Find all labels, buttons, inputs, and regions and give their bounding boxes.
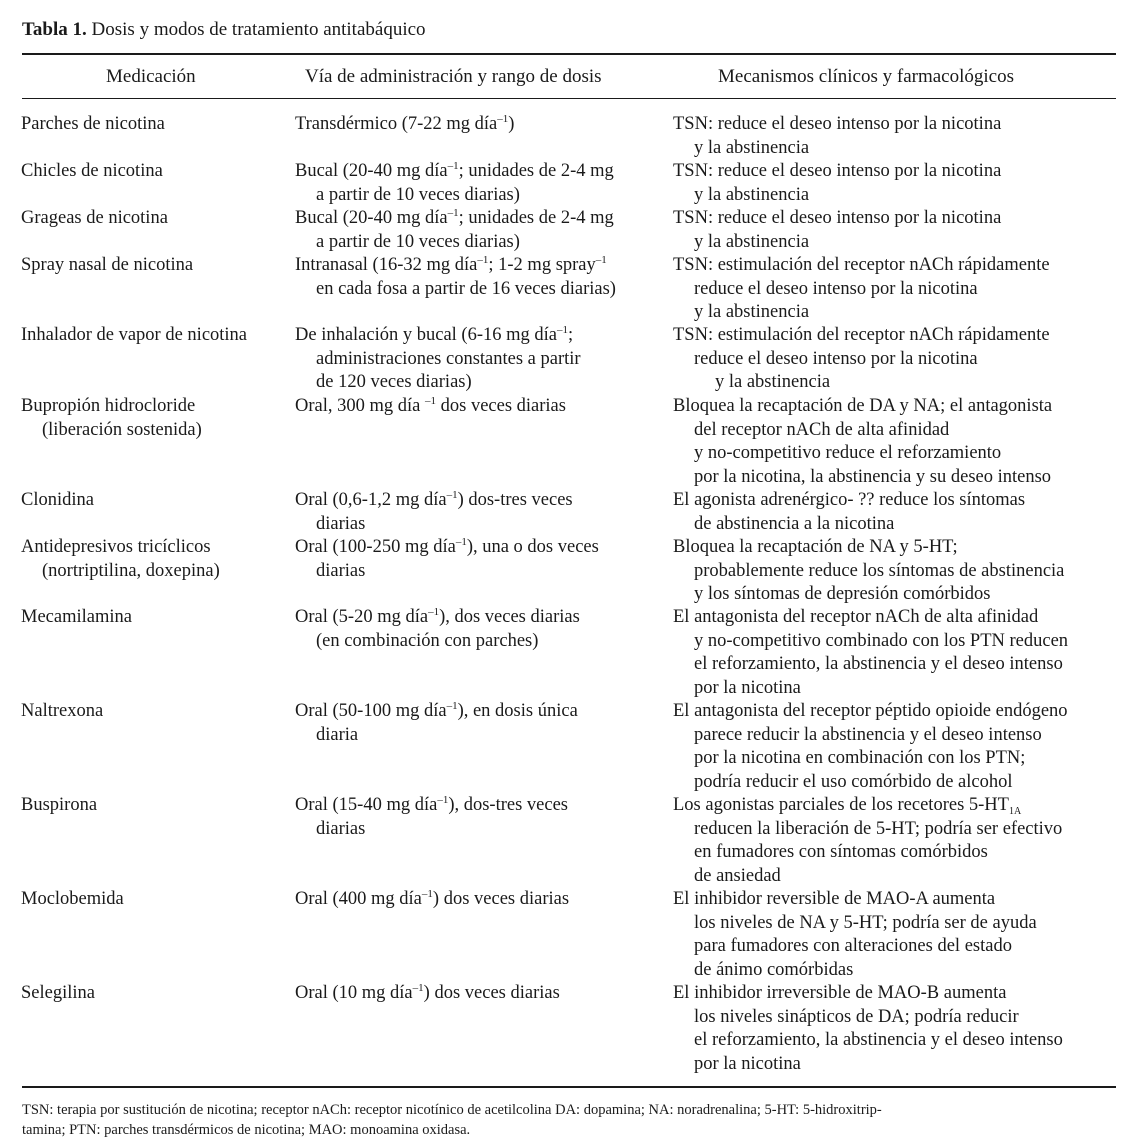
medication-cell-line: Moclobemida (21, 889, 124, 909)
caption-text: Dosis y modos de tratamiento antitabáquico (86, 19, 426, 40)
mechanism-cell-line: los niveles de NA y 5-HT; podría ser de ayuda (694, 912, 1037, 933)
mechanism-cell-line: El inhibidor irreversible de MAO-B aumenta (673, 983, 1007, 1003)
caption-label: Tabla 1. (22, 19, 87, 40)
medication-cell (21, 113, 165, 137)
medication-cell (21, 489, 94, 513)
dose-cell (295, 489, 573, 536)
dose-cell-line: Oral, 300 mg día $^{-1}$ dos veces diarias (295, 395, 566, 416)
dose-cell (295, 113, 514, 137)
medication-cell-line: Spray nasal de nicotina (21, 255, 194, 275)
mechanism-cell (673, 794, 1062, 888)
dose-cell (295, 888, 569, 912)
mechanism-cell (673, 207, 1001, 254)
medication-cell-line: Chicles de nicotina (21, 161, 163, 181)
mechanism-cell-line: el reforzamiento, la abstinencia y el deseo intenso (694, 654, 1063, 674)
dose-cell-line: Oral (400 mg día$^{-1}$) dos veces diarias (295, 888, 570, 909)
mechanism-cell (673, 489, 1025, 536)
mechanism-cell (673, 324, 1050, 395)
mechanism-cell-line: Bloquea la recaptación de DA y NA; el antagonista (673, 396, 1053, 416)
mechanism-cell-line: parece reducir la abstinencia y el deseo intenso (694, 724, 1042, 745)
mechanism-cell-line: los niveles sinápticos de DA; podría reducir (694, 1006, 1019, 1027)
medication-cell-line: Parches de nicotina (21, 114, 165, 134)
medication-cell (21, 324, 247, 348)
mechanism-cell-line: El antagonista del receptor nACh de alta afinidad (673, 607, 1039, 627)
footnote (22, 1100, 1118, 1140)
mechanism-cell-line: en fumadores con síntomas comórbidos (694, 842, 988, 862)
medication-cell-line: (liberación sostenida) (42, 419, 202, 440)
mechanism-cell-line: TSN: reduce el deseo intenso por la nicotina (673, 208, 1002, 228)
mechanism-cell-line: TSN: reduce el deseo intenso por la nicotina (673, 161, 1002, 181)
medication-cell (21, 160, 163, 184)
medication-cell-line: Naltrexona (21, 701, 104, 721)
medication-cell-line: (nortriptilina, doxepina) (42, 560, 220, 581)
mechanism-cell (673, 982, 1063, 1076)
dose-cell-line: De inhalación y bucal (6-16 mg día$^{-1}$; (295, 324, 574, 345)
mechanism-cell-line: y los síntomas de depresión comórbidos (694, 584, 991, 604)
dose-cell-line: administraciones constantes a partir (316, 348, 581, 369)
medication-cell-line: Antidepresivos tricíclicos (21, 537, 211, 557)
footnote-line: tamina; PTN: parches transdérmicos de nicotina; MAO: monoamina oxidasa. (22, 1122, 471, 1138)
mechanism-cell-line: por la nicotina (694, 1053, 801, 1074)
mechanism-cell (673, 160, 1001, 207)
mechanism-cell-line: Los agonistas parciales de los recetores $5-HT_{1A}$ (673, 795, 1022, 817)
mechanism-cell-line: reduce el deseo intenso por la nicotina (694, 278, 978, 299)
dose-cell-line: Oral (50-100 mg día$^{-1}$), en dosis única (295, 700, 578, 721)
medication-cell (21, 606, 132, 630)
mechanism-cell (673, 700, 1068, 794)
dose-cell-line: Intranasal (16-32 mg día$^{-1}$; 1-2 mg spray$^{-1}$ (295, 254, 607, 275)
mechanism-cell-line: El agonista adrenérgico- ?? reduce los síntomas (673, 490, 1026, 510)
mechanism-cell-line: y la abstinencia (694, 137, 810, 158)
dose-cell-line: (en combinación con parches) (316, 630, 539, 651)
medication-cell-line: Inhalador de vapor de nicotina (21, 325, 248, 345)
dose-cell-line: a partir de 10 veces diarias) (316, 184, 520, 205)
medication-cell (21, 536, 220, 583)
mechanism-cell (673, 888, 1037, 982)
medication-cell-line: Bupropión hidrocloride (21, 396, 196, 416)
medication-cell-line: Selegilina (21, 983, 95, 1003)
mechanism-cell-line: Bloquea la recaptación de NA y 5-HT; (673, 537, 958, 557)
mechanism-cell-line: reducen la liberación de 5-HT; podría ser efectivo (694, 818, 1063, 839)
medication-cell-line: Mecamilamina (21, 607, 132, 627)
mechanism-cell-line: por la nicotina (694, 677, 801, 698)
medication-cell (21, 794, 97, 818)
footnote-line: TSN: terapia por sustitución de nicotina; receptor nACh: receptor nicotínico de acetilcolina DA: dopamina; NA: noradrenalina; 5-HT: 5-hidroxitrip- (22, 1102, 882, 1118)
medication-cell-line: Grageas de nicotina (21, 208, 168, 228)
dose-cell (295, 324, 581, 395)
mechanism-cell-line: y no-competitivo reduce el reforzamiento (694, 443, 1002, 463)
bottom-rule (22, 1086, 1116, 1088)
medication-cell (21, 254, 193, 278)
dose-cell-line: diarias (316, 560, 366, 581)
mechanism-cell-line: por la nicotina, la abstinencia y su deseo intenso (694, 466, 1052, 487)
medication-cell (21, 395, 202, 442)
column-header-mecanismos: Mecanismos clínicos y farmacológicos (718, 66, 1015, 87)
dose-cell (295, 395, 566, 419)
dose-cell (295, 207, 614, 254)
mechanism-cell-line: por la nicotina en combinación con los PTN; (694, 748, 1026, 768)
dose-cell (295, 254, 616, 301)
mechanism-cell-line: y la abstinencia (694, 231, 810, 252)
dose-cell (295, 160, 614, 207)
dose-cell-line: Oral (10 mg día$^{-1}$) dos veces diarias (295, 982, 560, 1003)
mechanism-cell-line: reduce el deseo intenso por la nicotina (694, 348, 978, 369)
medication-cell (21, 982, 95, 1006)
medication-cell-line: Buspirona (21, 795, 98, 815)
mechanism-cell-line: el reforzamiento, la abstinencia y el deseo intenso (694, 1030, 1063, 1050)
medication-cell (21, 700, 103, 724)
dose-cell-line: diarias (316, 818, 366, 839)
mechanism-cell (673, 254, 1050, 325)
mechanism-cell-line: del receptor nACh de alta afinidad (694, 419, 950, 440)
mechanism-cell-line: y no-competitivo combinado con los PTN reducen (694, 630, 1069, 651)
mechanism-cell-line: de ansiedad (694, 865, 781, 886)
mechanism-cell-line: y la abstinencia (694, 302, 810, 322)
mechanism-cell-line: y la abstinencia (715, 372, 831, 392)
dose-cell-line: en cada fosa a partir de 16 veces diarias) (316, 278, 616, 299)
dose-cell (295, 536, 599, 583)
dose-cell (295, 794, 568, 841)
mechanism-cell (673, 536, 1064, 607)
mechanism-cell (673, 113, 1001, 160)
mechanism-cell-line: de ánimo comórbidas (694, 959, 854, 980)
mechanism-cell (673, 395, 1052, 489)
dose-cell (295, 982, 560, 1006)
mechanism-cell-line: de abstinencia a la nicotina (694, 513, 895, 534)
medication-cell (21, 207, 168, 231)
mechanism-cell-line: y la abstinencia (694, 184, 810, 205)
mechanism-cell-line: probablemente reduce los síntomas de abstinencia (694, 560, 1065, 581)
dose-cell (295, 606, 580, 653)
medication-cell (21, 888, 124, 912)
mechanism-cell-line: podría reducir el uso comórbido de alcohol (694, 771, 1013, 792)
dose-cell-line: Oral (100-250 mg día$^{-1}$), una o dos veces (295, 536, 599, 557)
column-header-via: Vía de administración y rango de dosis (305, 66, 602, 87)
dose-cell-line: diaria (316, 724, 359, 745)
mechanism-cell-line: TSN: reduce el deseo intenso por la nicotina (673, 114, 1002, 134)
mechanism-cell-line: TSN: estimulación del receptor nACh rápidamente (673, 255, 1050, 275)
dose-cell-line: Transdérmico (7-22 mg día$^{-1}$) (295, 113, 515, 134)
dose-cell (295, 700, 578, 747)
dose-cell-line: Bucal (20-40 mg día$^{-1}$; unidades de 2-4 mg (295, 207, 614, 228)
dose-cell-line: a partir de 10 veces diarias) (316, 231, 520, 252)
mechanism-cell-line: El antagonista del receptor péptido opioide endógeno (673, 701, 1068, 721)
column-header-medicacion: Medicación (106, 66, 196, 87)
dose-cell-line: de 120 veces diarias) (316, 372, 472, 392)
mechanism-cell-line: para fumadores con alteraciones del estado (694, 936, 1012, 956)
dose-cell-line: Oral (5-20 mg día$^{-1}$), dos veces diarias (295, 606, 580, 627)
mechanism-cell-line: TSN: estimulación del receptor nACh rápidamente (673, 325, 1050, 345)
medication-cell-line: Clonidina (21, 490, 94, 510)
dose-cell-line: Oral (0,6-1,2 mg día$^{-1}$) dos-tres veces (295, 489, 573, 510)
mechanism-cell-line: El inhibidor reversible de MAO-A aumenta (673, 889, 996, 909)
dose-cell-line: Bucal (20-40 mg día$^{-1}$; unidades de 2-4 mg (295, 160, 614, 181)
dose-cell-line: diarias (316, 513, 366, 534)
mechanism-cell (673, 606, 1068, 700)
dose-cell-line: Oral (15-40 mg día$^{-1}$), dos-tres veces (295, 794, 569, 815)
